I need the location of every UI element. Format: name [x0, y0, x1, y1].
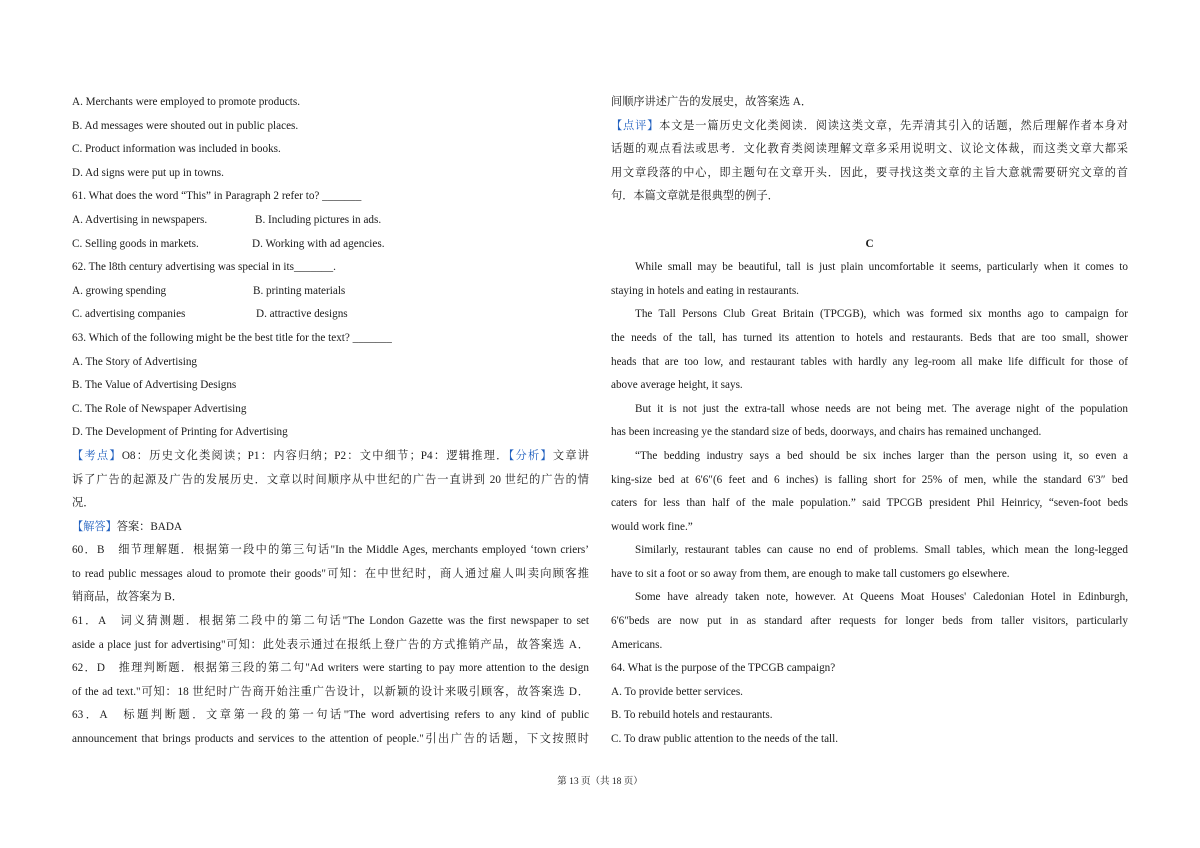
jieda-answer: 答案：BADA — [116, 520, 183, 533]
dianping-line: 句．本篇文章就是很典型的例子． — [611, 190, 779, 203]
q62-stem: 62. The l8th century advertising was special in its_______. — [72, 261, 336, 274]
fenxi-text: 文章讲 — [552, 449, 589, 462]
explanation-line: 61．A 词义猜测题．根据第二段中的第二句话"The London Gazette was the first newspaper to set — [72, 615, 589, 628]
dianping-text: 本文是一篇历史文化类阅读．阅读这类文章，先弄清其引入的话题，然后理解作者本身对 — [659, 119, 1128, 132]
passage-line: above average height, it says. — [611, 379, 743, 392]
explanation-continuation: 间顺序讲述广告的发展史，故答案选 A． — [611, 96, 813, 108]
passage-line: Similarly, restaurant tables can cause no end of problems. Small tables, which mean the long-legged — [635, 544, 1128, 557]
explanation-line: of the ad text."可知：18 世纪时广告商开始注重广告设计，以新颖的设计来吸引顾客，故答案选 D． — [72, 685, 589, 698]
q60-option-c: C. Product information was included in books. — [72, 143, 281, 156]
right-column — [611, 91, 1128, 752]
q64-option-c: C. To draw public attention to the needs of the tall. — [611, 733, 839, 746]
fenxi-tag: 【分析】 — [508, 449, 553, 462]
jieda-tag: 【解答】 — [72, 520, 117, 533]
kaodian-text: O8：历史文化类阅读；P1：内容归纳；P2：文中细节；P4：逻辑推理． — [121, 449, 509, 462]
explanation-line: 销商品，故答案为 B． — [72, 591, 183, 604]
explanation-line: announcement that brings products and services to the attention of people."引出广告的话题，下文按照时 — [72, 733, 589, 746]
q63-option-b: B. The Value of Advertising Designs — [72, 379, 237, 392]
q60-option-b: B. Ad messages were shouted out in public places. — [72, 119, 299, 132]
q61-option-a: A. Advertising in newspapers. — [72, 213, 208, 226]
q64-option-a: A. To provide better services. — [611, 685, 743, 698]
passage-line: caters for less than half of the male population.” said TPCGB president Phil Heinricy, “seven-foot beds — [611, 497, 1128, 510]
kaodian-tag: 【考点】 — [72, 449, 122, 462]
passage-line: While small may be beautiful, tall is just plain uncomfortable it seems, particularly when it comes to — [635, 261, 1128, 274]
q62-options-row-2 — [72, 303, 589, 327]
passage-line: the needs of the tall, has turned its attention to hotels and restaurants. Beds that are too small, shower — [611, 331, 1128, 344]
kaodian-line-1 — [72, 445, 589, 469]
dianping-line: 话题的观点看法或思考．文化教育类阅读理解文章多采用说明文、议论文体裁，而这类文章大都采 — [611, 143, 1128, 156]
q60-option-d: D. Ad signs were put up in towns. — [72, 166, 224, 179]
kaodian-line-2: 诉了广告的起源及广告的发展历史．文章以时间顺序从中世纪的广告一直讲到 20 世纪的广告的情 — [72, 473, 589, 486]
passage-line: Some have already taken note, however. At Queens Moat Houses' Caledonian Hotel in Edinburgh, — [635, 591, 1128, 604]
q63-option-a: A. The Story of Advertising — [72, 355, 198, 368]
left-column — [72, 91, 589, 752]
q60-option-a: A. Merchants were employed to promote products. — [72, 96, 301, 108]
passage-line: have to sit a foot or so away from them, are enough to make tall customers go elsewhere. — [611, 567, 1010, 580]
passage-line: heads that are too low, and restaurant tables with hardly any leg-room all make life difficult for those of — [611, 355, 1128, 368]
kaodian-line-3: 况． — [72, 497, 95, 510]
explanation-line: 62．D 推理判断题．根据第三段的第二句"Ad writers were starting to pay more attention to the design — [72, 662, 589, 675]
dianping-tag: 【点评】 — [611, 119, 660, 132]
passage-line: has been increasing ye the standard size of beds, doorways, and chairs has remained unchanged. — [611, 426, 1042, 439]
q63-option-c: C. The Role of Newspaper Advertising — [72, 402, 247, 415]
explanation-line: 63．A 标题判断题．文章第一段的第一句话"The word advertising refers to any kind of public — [72, 709, 589, 722]
dianping-line-1 — [611, 115, 1128, 139]
q62-option-b: B. printing materials — [253, 284, 346, 297]
q61-options-row-2 — [72, 233, 589, 257]
passage-line: 6'6″beds are now put in as standard after requests for longer beds from taller visitors, particularly — [611, 615, 1128, 628]
passage-line: “The bedding industry says a bed should be six inches larger than the person using it, so even a — [635, 449, 1128, 462]
q61-options-row-1 — [72, 209, 589, 233]
passage-line: king-size bed at 6'6″(6 feet and 6 inches) is falling short for 25% of men, while the standard 6'3″ bed — [611, 473, 1128, 486]
explanation-line: 60．B 细节理解题．根据第一段中的第三句话"In the Middle Ages, merchants employed ‘town criers’ — [72, 544, 589, 557]
section-title: C — [865, 237, 874, 250]
passage-line: The Tall Persons Club Great Britain (TPCGB), which was formed six months ago to campaign for — [635, 308, 1128, 321]
q62-option-a: A. growing spending — [72, 284, 167, 297]
q64-option-b: B. To rebuild hotels and restaurants. — [611, 709, 773, 722]
q62-option-c: C. advertising companies — [72, 308, 186, 321]
q61-stem: 61. What does the word “This” in Paragraph 2 refer to? _______ — [72, 190, 362, 203]
q64-stem: 64. What is the purpose of the TPCGB campaign? — [611, 662, 836, 675]
explanation-line: aside a place just for advertising"可知：此处表示通过在报纸上登广告的方式推销产品，故答案选 A． — [72, 638, 589, 651]
q62-options-row-1 — [72, 280, 589, 304]
dianping-line: 用文章段落的中心，即主题句在文章开头．因此，要寻找这类文章的主旨大意就需要研究文章的首 — [611, 166, 1128, 179]
passage-line: But it is not just the extra-tall whose needs are not being met. The average night of the population — [635, 402, 1128, 415]
explanation-line: to read public messages aloud to promote their goods"可知：在中世纪时，商人通过雇人叫卖向顾客推 — [72, 567, 589, 580]
passage-line: would work fine.” — [611, 520, 693, 533]
q61-option-c: C. Selling goods in markets. — [72, 237, 199, 250]
page-footer: 第 13 页（共 18 页） — [557, 777, 643, 787]
q61-option-b: B. Including pictures in ads. — [255, 213, 382, 226]
passage-line: Americans. — [611, 638, 663, 651]
q61-option-d: D. Working with ad agencies. — [252, 237, 385, 250]
spacer — [611, 209, 1128, 233]
q63-option-d: D. The Development of Printing for Advertising — [72, 426, 288, 439]
q63-stem: 63. Which of the following might be the best title for the text? _______ — [72, 331, 392, 344]
jieda-line — [72, 516, 589, 540]
passage-line: staying in hotels and eating in restaurants. — [611, 284, 799, 297]
q62-option-d: D. attractive designs — [256, 308, 348, 321]
